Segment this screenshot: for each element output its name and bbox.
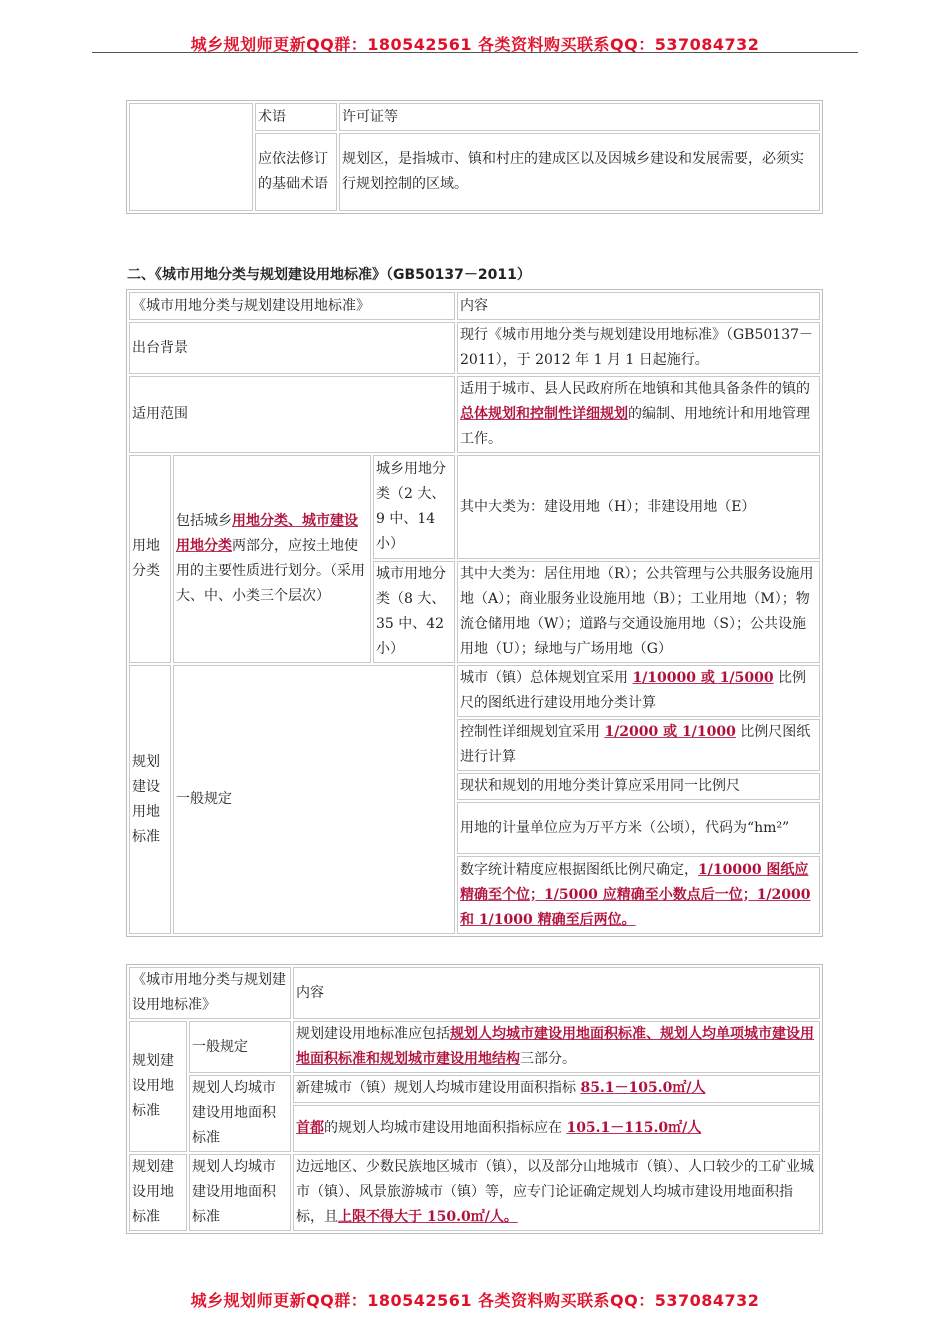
basic-term-label: 应依法修订的基础术语 — [255, 133, 337, 211]
special-region-index: 边远地区、少数民族地区城市（镇），以及部分山地城市（镇）、人口较少的工矿业城市（镇）、风景旅游城市（镇）等，应专门论证确定规划人均城市建设用地面积指标，且上限不得大于 150.0㎡/人。 — [293, 1154, 820, 1231]
capital-index: 首都的规划人均城市建设用地面积指标应在 105.1－115.0㎡/人 — [293, 1105, 820, 1152]
standard-label-2: 规划建设用地标准 — [129, 1021, 187, 1152]
rule-5-highlight: 1/10000 图纸应精确至个位；1/5000 应精确至小数点后一位；1/2000 和 1/1000 精确至后两位。 — [460, 861, 811, 928]
per-capita-table — [126, 964, 823, 1234]
footer-banner: 城乡规划师更新QQ群：180542561 各类资料购买联系QQ：537084732 — [190, 1291, 760, 1310]
urban-rural-class-label: 城乡用地分类（2 大、9 中、14 小） — [373, 455, 455, 559]
classification-label: 用地分类 — [129, 455, 171, 663]
blank-cell — [129, 103, 253, 211]
term-label: 术语 — [255, 103, 337, 131]
rule-5: 数字统计精度应根据图纸比例尺确定，1/10000 图纸应精确至个位；1/5000 应精确至小数点后一位；1/2000 和 1/1000 精确至后两位。 — [457, 856, 820, 934]
capital-range-highlight: 105.1－115.0㎡/人 — [566, 1119, 702, 1136]
rule-1: 城市（镇）总体规划宜采用 1/10000 或 1/5000 比例尺的图纸进行建设用地分类计算 — [457, 665, 820, 717]
new-city-highlight: 85.1－105.0㎡/人 — [580, 1080, 706, 1097]
rule-1-highlight: 1/10000 或 1/5000 — [632, 670, 774, 686]
header-divider — [92, 52, 858, 53]
urban-rural-class-value: 其中大类为：建设用地（H）；非建设用地（E） — [457, 455, 820, 559]
per-capita-label: 规划人均城市建设用地面积标准 — [189, 1075, 291, 1152]
background-value: 现行《城市用地分类与规划建设用地标准》（GB50137－2011），于 2012 年 1 月 1 日起施行。 — [457, 322, 820, 374]
section-title: 二、《城市用地分类与规划建设用地标准》（GB50137－2011） — [127, 267, 531, 283]
general-rule-label-2: 一般规定 — [189, 1021, 291, 1073]
scope-highlight: 总体规划和控制性详细规划 — [460, 406, 628, 422]
rule-2-highlight: 1/2000 或 1/1000 — [604, 724, 736, 740]
terms-table — [126, 100, 823, 214]
urban-class-value: 其中大类为：居住用地（R）；公共管理与公共服务设施用地（A）；商业服务业设施用地（B）；工业用地（M）；物流仓储用地（W）；道路与交通设施用地（S）；公共设施用地（U）；绿地与广场用地（G） — [457, 561, 820, 663]
header-content-2: 内容 — [293, 967, 820, 1019]
header-standard: 《城市用地分类与规划建设用地标准》 — [129, 292, 455, 320]
standard-label-3: 规划建设用地标准 — [129, 1154, 187, 1231]
header-content: 内容 — [457, 292, 820, 320]
classification-desc: 包括城乡用地分类、城市建设用地分类两部分，应按土地使用的主要性质进行划分。（采用大、中、小类三个层次） — [173, 455, 371, 663]
rule-2: 控制性详细规划宜采用 1/2000 或 1/1000 比例尺图纸进行计算 — [457, 719, 820, 771]
capital-highlight: 首都 — [296, 1119, 324, 1136]
general-rule-highlight: 规划人均城市建设用地面积标准、规划人均单项城市建设用地面积标准和规划城市建设用地结构 — [296, 1026, 814, 1067]
rule-3: 现状和规划的用地分类计算应采用同一比例尺 — [457, 773, 820, 800]
general-rule-value-2: 规划建设用地标准应包括规划人均城市建设用地面积标准、规划人均单项城市建设用地面积标准和规划城市建设用地结构三部分。 — [293, 1021, 820, 1073]
standard-label: 规划建设用地标准 — [129, 665, 171, 934]
background-label: 出台背景 — [129, 322, 455, 374]
rule-4: 用地的计量单位应为万平方米（公顷），代码为“hm²” — [457, 802, 820, 854]
scope-value: 适用于城市、县人民政府所在地镇和其他具备条件的镇的总体规划和控制性详细规划的编制、用地统计和用地管理工作。 — [457, 376, 820, 453]
general-rules-label: 一般规定 — [173, 665, 455, 934]
classification-highlight: 用地分类、城市建设用地分类 — [176, 513, 358, 554]
per-capita-label-2: 规划人均城市建设用地面积标准 — [189, 1154, 291, 1231]
new-city-index: 新建城市（镇）规划人均城市建设用面积指标 85.1－105.0㎡/人 — [293, 1075, 820, 1103]
upper-limit-highlight: 上限不得大于 150.0㎡/人。 — [338, 1209, 518, 1225]
urban-class-label: 城市用地分类（8 大、35 中、42 小） — [373, 561, 455, 663]
header-banner: 城乡规划师更新QQ群：180542561 各类资料购买联系QQ：537084732 — [190, 35, 760, 54]
scope-label: 适用范围 — [129, 376, 455, 453]
land-standard-table — [126, 289, 823, 937]
basic-term-value: 规划区，是指城市、镇和村庄的建成区以及因城乡建设和发展需要，必须实行规划控制的区域。 — [339, 133, 820, 211]
header-standard-2: 《城市用地分类与规划建设用地标准》 — [129, 967, 291, 1019]
term-value: 许可证等 — [339, 103, 820, 131]
